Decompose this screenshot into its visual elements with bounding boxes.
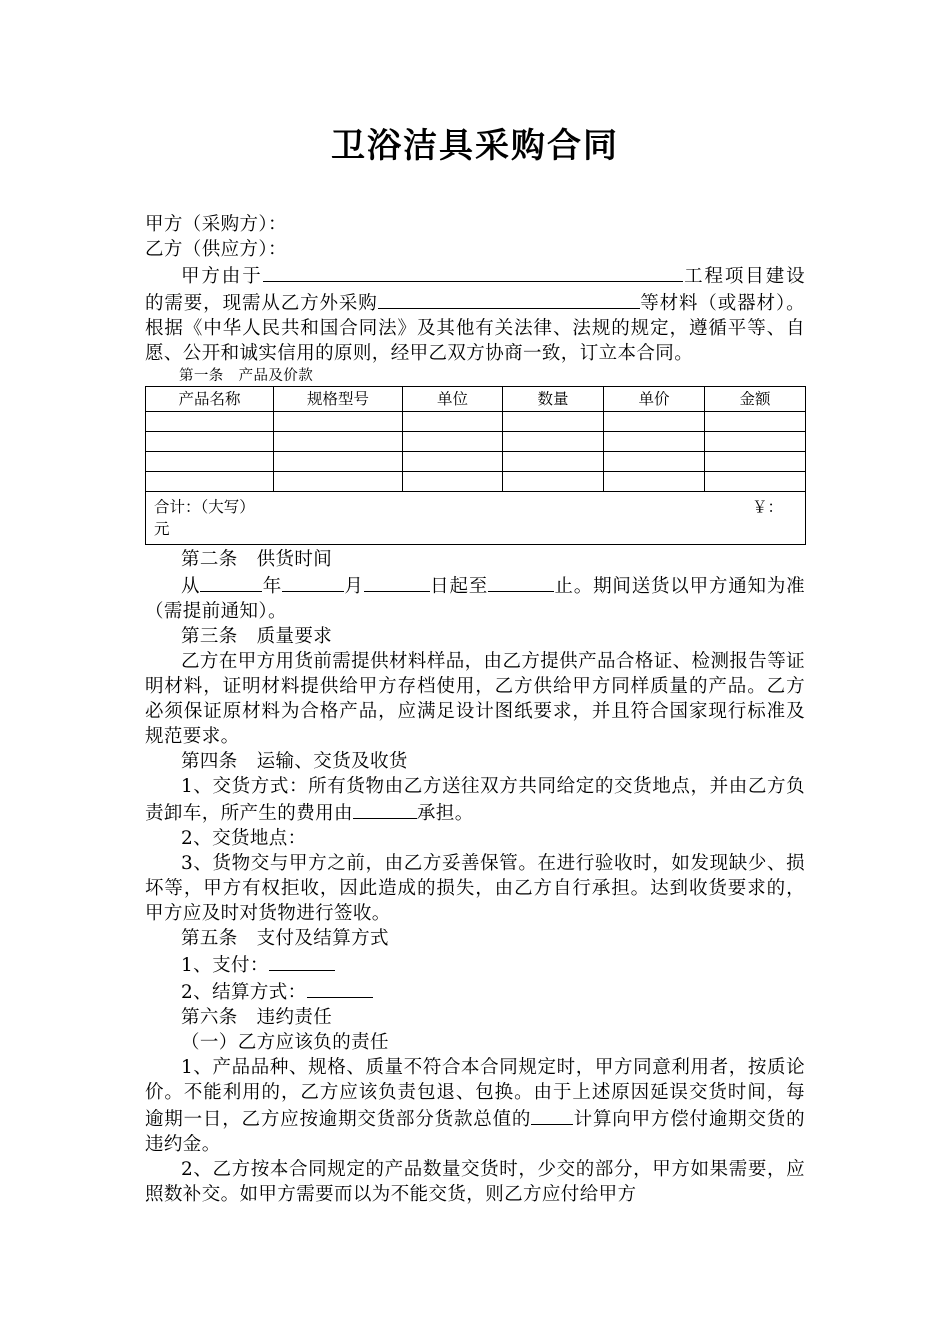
table-cell[interactable] [604, 412, 705, 432]
table-row [146, 472, 806, 492]
party-b-line: 乙方（供应方）： [145, 239, 287, 260]
table-row [146, 432, 806, 452]
table-cell[interactable] [503, 412, 604, 432]
article2-text-month: 月 [344, 576, 364, 597]
table-row [146, 412, 806, 432]
month-blank [282, 572, 344, 592]
table-cell[interactable] [146, 452, 274, 472]
table-cell[interactable] [604, 432, 705, 452]
article3-title: 第三条 质量要求 [181, 626, 333, 647]
total-label: 合计：（大写） [154, 498, 255, 516]
year-blank [200, 572, 262, 592]
table-cell[interactable] [146, 412, 274, 432]
table-cell[interactable] [274, 452, 403, 472]
settlement-blank [307, 978, 373, 998]
payment-blank [269, 951, 335, 971]
article4-item3: 3、货物交与甲方之前，由乙方妥善保管。在进行验收时，如发现缺少、损坏等，甲方有权拒收，因此造成的损失，由乙方自行承担。达到收货要求的，甲方应及时对货物进行签收。 [145, 853, 805, 924]
contract-page [145, 124, 805, 1207]
intro-text-1: 甲方由于 [181, 266, 263, 287]
table-cell[interactable] [274, 412, 403, 432]
article5-item1 [145, 951, 805, 978]
penalty-rate-blank [531, 1105, 573, 1125]
party-a-line: 甲方（采购方）： [145, 214, 287, 235]
table-cell[interactable] [146, 432, 274, 452]
article4-item1 [145, 774, 805, 826]
table-cell[interactable] [403, 432, 503, 452]
day-blank [364, 572, 430, 592]
table-cell[interactable] [604, 472, 705, 492]
document-title: 卫浴洁具采购合同 [331, 126, 619, 166]
table-cell[interactable] [503, 452, 604, 472]
table-row [146, 452, 806, 472]
table-cell[interactable] [403, 472, 503, 492]
table-cell[interactable] [503, 472, 604, 492]
article5-title: 第五条 支付及结算方式 [181, 928, 389, 949]
table-header-cell: 单价 [604, 387, 705, 412]
article5-item1-text: 1、支付： [181, 955, 269, 976]
intro-text-3: 等材料（或器材）。根据《中华人民共和国合同法》及其他有关法律、法规的规定，遵循平等、自愿、公开和诚实信用的原则，经甲乙双方协商一致，订立本合同。 [145, 293, 805, 364]
article2-text-year: 年 [262, 576, 283, 597]
article3-body: 乙方在甲方用货前需提供材料样品，由乙方提供产品合格证、检测报告等证明材料，证明材料提供给甲方存档使用，乙方供给甲方同样质量的产品。乙方必须保证原材料为合格产品，应满足设计图纸要求，并且符合国家现行标准及规范要求。 [145, 651, 805, 747]
table-header-cell: 单位 [403, 387, 503, 412]
article4-item2: 2、交货地点： [181, 828, 307, 849]
table-cell[interactable] [705, 452, 806, 472]
table-cell[interactable] [274, 472, 403, 492]
article4-title: 第四条 运输、交货及收货 [181, 751, 408, 772]
article6-item2: 2、乙方按本合同规定的产品数量交货时，少交的部分，甲方如果需要，应照数补交。如甲方需要而以为不能交货，则乙方应付给甲方 [145, 1159, 805, 1205]
table-header-row [146, 387, 806, 412]
article4-item1-end: 承担。 [416, 803, 474, 824]
table-cell[interactable] [403, 452, 503, 472]
article2-body [145, 572, 805, 624]
table-cell[interactable] [274, 432, 403, 452]
table-total-row [146, 492, 806, 545]
cost-bearer-blank [353, 799, 417, 819]
intro-text-2: 工程项目建设的需要，现需从乙方外采购 [145, 266, 806, 314]
article6-item1 [145, 1055, 805, 1157]
table-cell[interactable] [705, 412, 806, 432]
article2-title: 第二条 供货时间 [181, 549, 333, 570]
end-date-blank [488, 572, 554, 592]
article6-title: 第六条 违约责任 [181, 1007, 333, 1028]
article1-title: 第一条 产品及价款 [179, 368, 314, 384]
article5-item2-text: 2、结算方式： [181, 982, 307, 1003]
article2-text-end: 止。期间送货以甲方通知为准（需提前通知）。 [145, 576, 806, 622]
article2-text-from: 从 [181, 576, 201, 597]
table-cell[interactable] [705, 432, 806, 452]
article4-item1-text: 1、交货方式：所有货物由乙方送往双方共同给定的交货地点，并由乙方负责卸车，所产生的费用由 [145, 776, 805, 824]
product-table [145, 386, 806, 545]
article2-text-until: 日起至 [429, 576, 489, 597]
table-header-cell: 金额 [705, 387, 806, 412]
table-header-cell: 规格型号 [274, 387, 403, 412]
intro-paragraph [145, 262, 805, 366]
total-cell [146, 492, 806, 545]
article6-item1-text: 1、产品品种、规格、质量不符合本合同规定时，甲方同意利用者，按质论价。不能利用的，乙方应该负责包退、包换。由于上述原因延误交货时间，每逾期一日，乙方应按逾期交货部分货款总值的 [145, 1057, 805, 1130]
total-yen: ￥： [751, 498, 783, 516]
table-cell[interactable] [403, 412, 503, 432]
material-blank [378, 289, 640, 309]
table-header-cell: 数量 [503, 387, 604, 412]
total-unit: 元 [154, 520, 170, 538]
table-cell[interactable] [705, 472, 806, 492]
article6-item1-end: 计算向甲方偿付逾期交货的违约金。 [145, 1109, 805, 1155]
article6-sub1: （一）乙方应该负的责任 [181, 1032, 389, 1053]
project-name-blank [263, 262, 683, 282]
table-cell[interactable] [146, 472, 274, 492]
table-header-cell: 产品名称 [146, 387, 274, 412]
table-cell[interactable] [604, 452, 705, 472]
table-cell[interactable] [503, 432, 604, 452]
article5-item2 [145, 978, 805, 1005]
